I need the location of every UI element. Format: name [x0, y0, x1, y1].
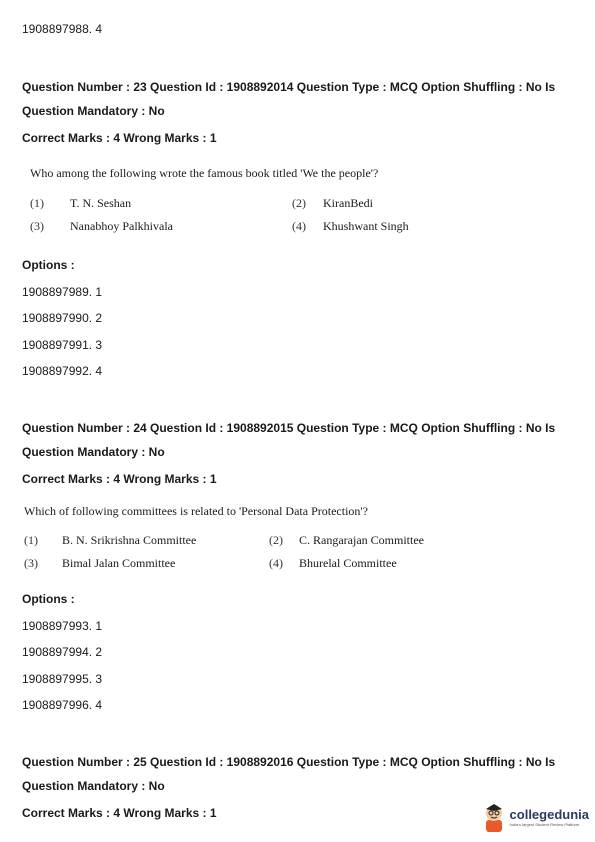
choice-label: Bhurelal Committee [299, 556, 397, 570]
question-mandatory: Question Mandatory : No [22, 779, 165, 793]
question-header: Question Number : 24 Question Id : 1908892015 Question Type : MCQ Option Shuffling : No Is [22, 421, 556, 435]
choice-number: (4) [269, 556, 283, 570]
options-label: Options : [22, 592, 75, 606]
question-mandatory: Question Mandatory : No [22, 104, 165, 118]
question-text: Which of following committees is related to 'Personal Data Protection'? [24, 504, 368, 518]
option-line: 1908897995. 3 [22, 672, 103, 686]
question-mandatory: Question Mandatory : No [22, 445, 165, 459]
option-line: 1908897992. 4 [22, 364, 103, 378]
question-marks: Correct Marks : 4 Wrong Marks : 1 [22, 472, 217, 486]
choice-label: Khushwant Singh [323, 219, 409, 233]
choice-label: Bimal Jalan Committee [62, 556, 176, 570]
option-line: 1908897991. 3 [22, 338, 103, 352]
options-label: Options : [22, 258, 75, 272]
choice-number: (1) [24, 533, 38, 547]
option-line: 1908897988. 4 [22, 22, 103, 36]
option-line: 1908897994. 2 [22, 645, 103, 659]
student-mascot-icon [482, 802, 506, 832]
option-line: 1908897996. 4 [22, 698, 103, 712]
question-marks: Correct Marks : 4 Wrong Marks : 1 [22, 806, 217, 820]
choice-label: T. N. Seshan [70, 196, 132, 210]
option-line: 1908897989. 1 [22, 285, 103, 299]
question-header: Question Number : 23 Question Id : 1908892014 Question Type : MCQ Option Shuffling : No Is [22, 80, 556, 94]
question-text: Who among the following wrote the famous book titled 'We the people'? [30, 166, 379, 180]
question-header: Question Number : 25 Question Id : 1908892016 Question Type : MCQ Option Shuffling : No Is [22, 755, 556, 769]
choice-label: C. Rangarajan Committee [299, 533, 424, 547]
choice-label: B. N. Srikrishna Committee [62, 533, 197, 547]
choice-number: (2) [269, 533, 283, 547]
choice-label: Nanabhoy Palkhivala [70, 219, 173, 233]
option-line: 1908897990. 2 [22, 311, 103, 325]
option-line: 1908897993. 1 [22, 619, 103, 633]
choice-number: (2) [292, 196, 306, 210]
collegedunia-logo[interactable] [482, 802, 589, 832]
choice-number: (3) [24, 556, 38, 570]
choice-label: KiranBedi [323, 196, 373, 210]
question-marks: Correct Marks : 4 Wrong Marks : 1 [22, 131, 217, 145]
choice-number: (4) [292, 219, 306, 233]
logo-brand: collegedunia [509, 807, 589, 822]
choice-number: (1) [30, 196, 44, 210]
logo-tagline: India's largest Student Review Platform [509, 822, 580, 827]
choice-number: (3) [30, 219, 44, 233]
